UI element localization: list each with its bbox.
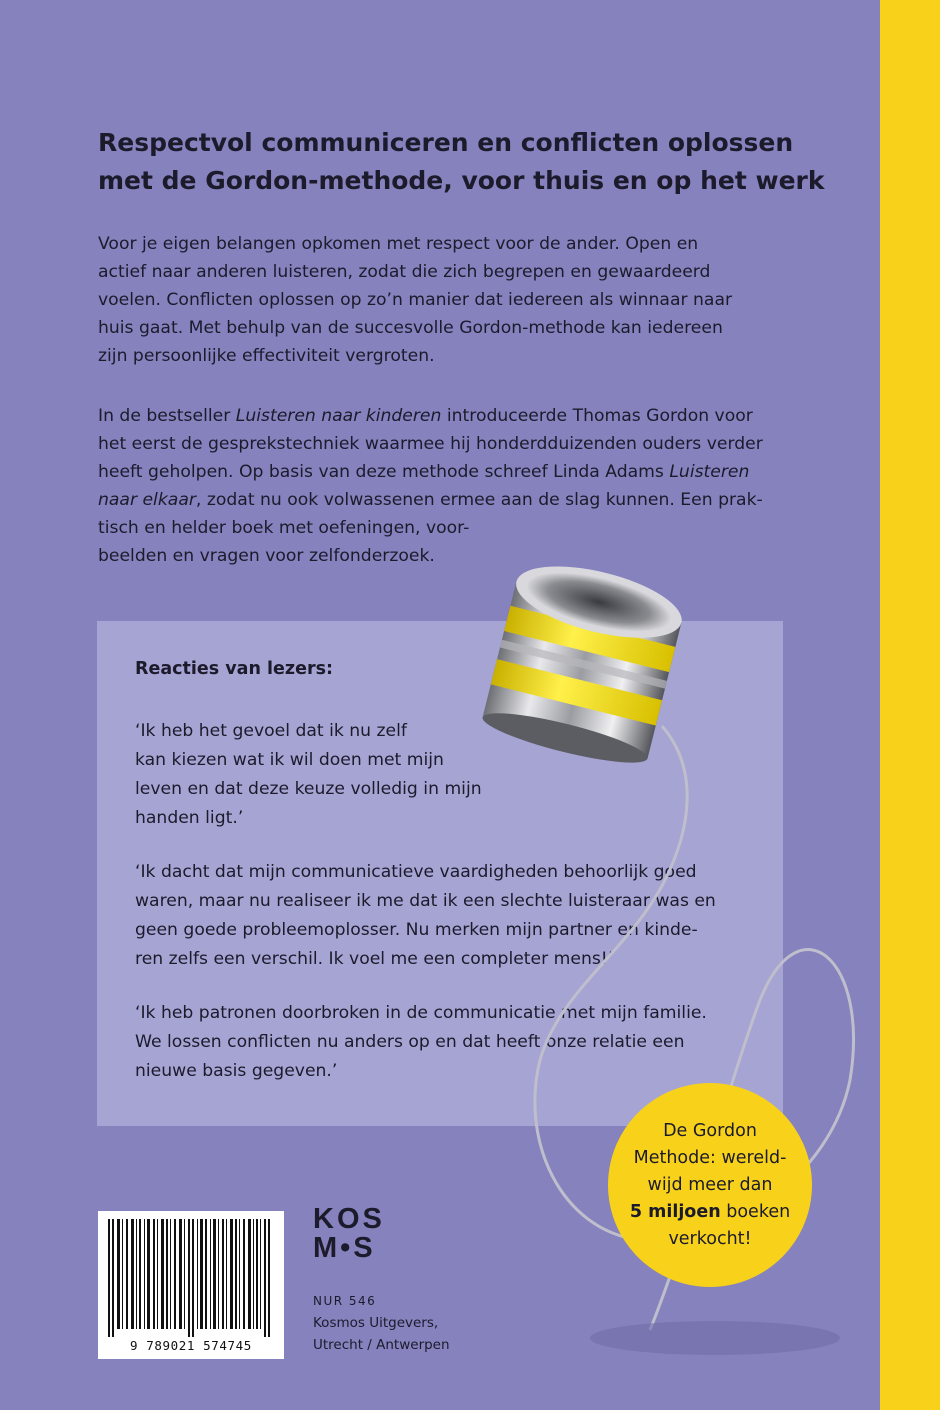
badge-highlight: 5 miljoen bbox=[629, 1201, 721, 1222]
text-line bbox=[98, 402, 808, 430]
isbn-barcode bbox=[98, 1211, 284, 1359]
text: , zodat nu ook volwassenen ermee aan de slag kunnen. Een prak- bbox=[195, 490, 763, 510]
headline bbox=[98, 124, 838, 200]
badge-line: wijd meer dan bbox=[647, 1174, 773, 1195]
quote-line: geen goede probleemoplosser. Nu merken mijn partner en kinde- bbox=[135, 920, 698, 940]
badge-line: De Gordon bbox=[663, 1120, 757, 1141]
text-line: het eerst de gesprekstechniek waarmee hij honderdduizenden ouders verder bbox=[98, 434, 763, 454]
quote-line: ‘Ik dacht dat mijn communicatieve vaardigheden behoorlijk goed bbox=[135, 862, 697, 882]
quote-line: leven en dat deze keuze volledig in mijn bbox=[135, 779, 482, 799]
quote-line: kan kiezen wat ik wil doen met mijn bbox=[135, 750, 444, 770]
headline-line: met de Gordon-methode, voor thuis en op het werk bbox=[98, 166, 825, 195]
text-line: actief naar anderen luisteren, zodat die zich begrepen en gewaardeerd bbox=[98, 262, 711, 282]
sales-badge bbox=[608, 1083, 812, 1287]
logo-line: KOS bbox=[313, 1203, 385, 1235]
badge-line: verkocht! bbox=[668, 1228, 752, 1249]
description-paragraph-1 bbox=[98, 230, 808, 370]
quote-line: waren, maar nu realiseer ik me dat ik een slechte luisteraar was en bbox=[135, 891, 716, 911]
text-line: huis gaat. Met behulp van de succesvolle Gordon-methode kan iedereen bbox=[98, 318, 723, 338]
book-title: Luisteren naar kinderen bbox=[235, 406, 442, 426]
kosmos-logo bbox=[313, 1205, 385, 1263]
barcode-bars bbox=[98, 1211, 284, 1341]
quote-line: ‘Ik heb patronen doorbroken in de communicatie met mijn familie. bbox=[135, 1003, 707, 1023]
headline-line: Respectvol communiceren en conflicten oplossen bbox=[98, 128, 794, 157]
reactions-title: Reacties van lezers: bbox=[135, 659, 334, 679]
publisher-name: Kosmos Uitgevers, bbox=[313, 1315, 439, 1331]
can-shadow bbox=[590, 1321, 840, 1355]
publisher-city: Utrecht / Antwerpen bbox=[313, 1337, 450, 1353]
text-line bbox=[98, 486, 808, 514]
isbn-digits: 9 789021 574745 bbox=[130, 1338, 252, 1353]
quote-line: We lossen conflicten nu anders op en dat heeft onze relatie een bbox=[135, 1032, 685, 1052]
text: In de bestseller bbox=[98, 406, 236, 426]
publisher-imprint bbox=[313, 1290, 450, 1356]
book-title: Luisteren bbox=[669, 462, 750, 482]
text-line: Voor je eigen belangen opkomen met respect voor de ander. Open en bbox=[98, 234, 699, 254]
logo-line: M•S bbox=[313, 1232, 376, 1264]
text-line: voelen. Conflicten oplossen op zo’n manier dat iedereen als winnaar naar bbox=[98, 290, 733, 310]
badge-text: boeken bbox=[720, 1201, 791, 1222]
reader-quote bbox=[135, 858, 716, 974]
yellow-spine bbox=[880, 0, 940, 1410]
quote-line: ‘Ik heb het gevoel dat ik nu zelf bbox=[135, 721, 407, 741]
quote-line: nieuwe basis gegeven.’ bbox=[135, 1061, 338, 1081]
nur-code: NUR 546 bbox=[313, 1294, 377, 1308]
text-line: tisch en helder boek met oefeningen, voor- bbox=[98, 518, 470, 538]
book-title: naar elkaar bbox=[98, 490, 196, 510]
reader-reactions-box bbox=[97, 621, 783, 1126]
text: heeft geholpen. Op basis van deze methode schreef Linda Adams bbox=[98, 462, 670, 482]
reader-quote bbox=[135, 999, 707, 1086]
text: introduceerde Thomas Gordon voor bbox=[441, 406, 753, 426]
text-line: zijn persoonlijke effectiviteit vergroten. bbox=[98, 346, 435, 366]
badge-line bbox=[630, 1199, 790, 1226]
reader-quote bbox=[135, 717, 482, 833]
quote-line: ren zelfs een verschil. Ik voel me een completer mens!’ bbox=[135, 949, 614, 969]
description-paragraph-2 bbox=[98, 402, 808, 570]
text-line: beelden en vragen voor zelfonderzoek. bbox=[98, 546, 435, 566]
text-line bbox=[98, 458, 808, 486]
quote-line: handen ligt.’ bbox=[135, 808, 244, 828]
badge-line: Methode: wereld- bbox=[633, 1147, 787, 1168]
